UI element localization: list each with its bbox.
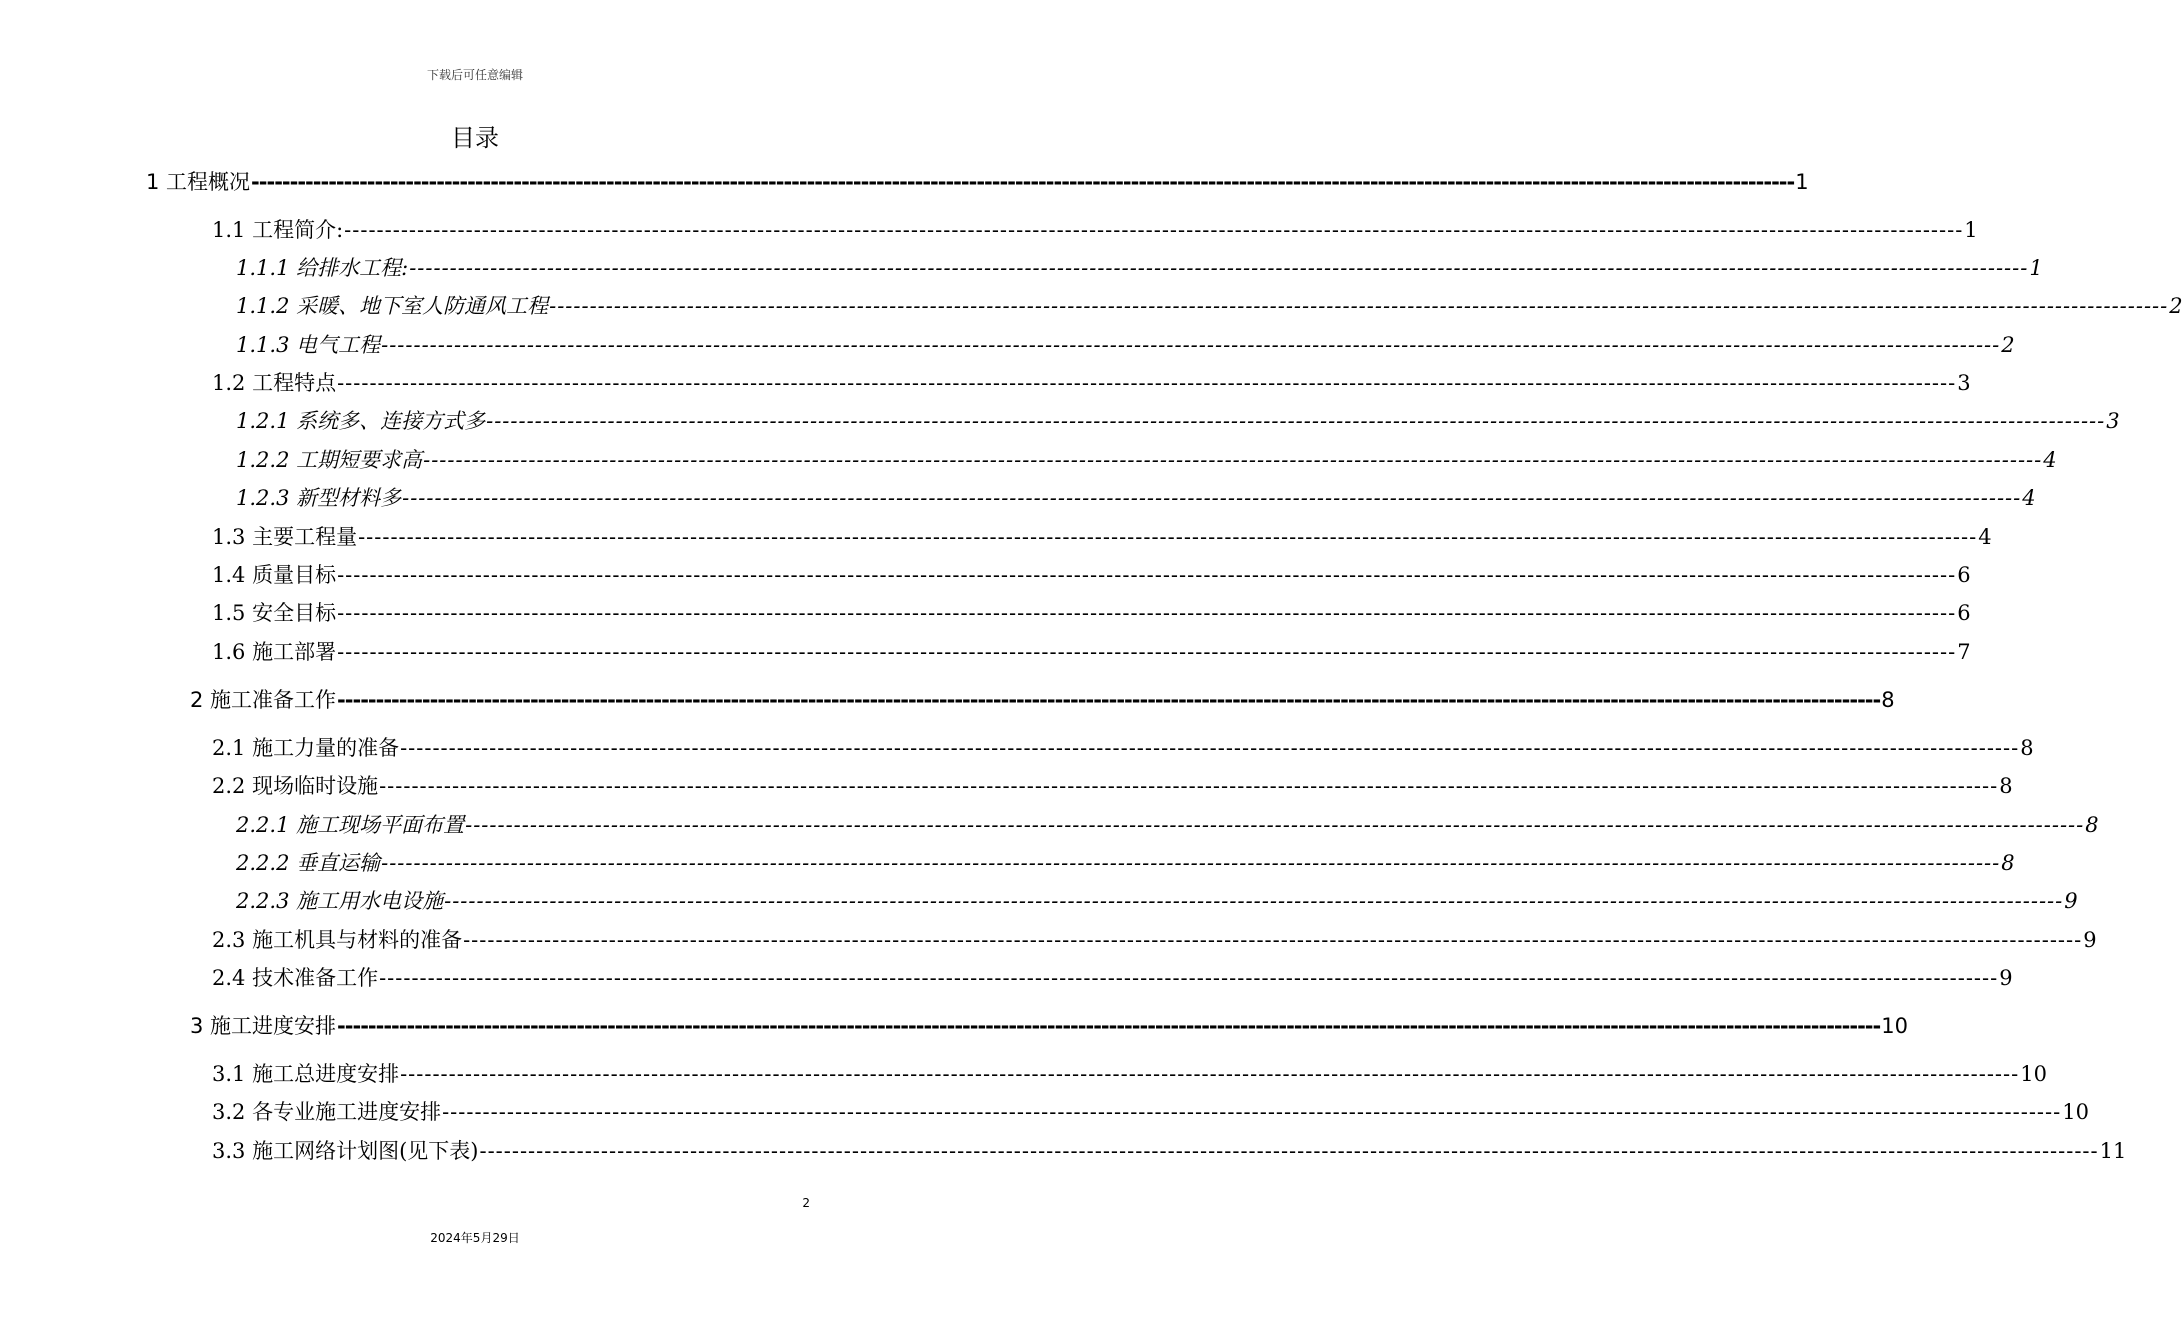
toc-entry[interactable]: [212, 924, 2097, 954]
toc-entry-page: 10: [2062, 1100, 2089, 1124]
toc-leader: --------------------------------------------------------------------------------------------------------------------------------------------------------------------------------------------------------: [381, 851, 2001, 875]
toc-entry-label: 2.1 施工力量的准备: [212, 736, 400, 760]
toc-entry-page: 9: [1999, 966, 2013, 990]
toc-entry[interactable]: [212, 1058, 2047, 1088]
toc-entry[interactable]: [236, 809, 2099, 839]
toc-entry[interactable]: [212, 559, 1971, 589]
page-number: 2: [802, 1196, 810, 1210]
toc-entry[interactable]: [236, 482, 2036, 512]
toc-entry-label: 1.6 施工部署: [212, 640, 337, 664]
toc-entry[interactable]: [236, 444, 2057, 474]
toc-entry[interactable]: [236, 885, 2078, 915]
toc-entry-label: 2.2.2 垂直运输: [236, 851, 381, 875]
toc-leader: --------------------------------------------------------------------------------------------------------------------------------------------------------------------------------------------------------: [423, 448, 2043, 472]
toc-entry-page: 1: [2029, 256, 2043, 280]
toc-entry[interactable]: [212, 1135, 2127, 1165]
toc-entry-label: 1.1 工程简介:: [212, 218, 344, 242]
toc-leader: --------------------------------------------------------------------------------------------------------------------------------------------------------------------------------------------------------: [337, 1014, 1881, 1038]
toc-entry[interactable]: [212, 636, 1971, 666]
toc-entry[interactable]: [236, 290, 2183, 320]
toc-leader: --------------------------------------------------------------------------------------------------------------------------------------------------------------------------------------------------------: [442, 1100, 2062, 1124]
toc-leader: --------------------------------------------------------------------------------------------------------------------------------------------------------------------------------------------------------: [444, 889, 2064, 913]
toc-entry[interactable]: [212, 732, 2034, 762]
toc-entry-label: 3.2 各专业施工进度安排: [212, 1100, 442, 1124]
toc-entry-label: 1.5 安全目标: [212, 601, 337, 625]
toc-entry-label: 1.1.1 给排水工程:: [236, 256, 409, 280]
toc-entry[interactable]: [236, 847, 2015, 877]
toc-entry-page: 8: [1881, 688, 1895, 712]
toc-entry-page: 10: [1881, 1014, 1908, 1038]
toc-entry-page: 4: [2022, 486, 2036, 510]
toc-entry-label: 1.2 工程特点: [212, 371, 337, 395]
toc-entry-label: 1.3 主要工程量: [212, 525, 358, 549]
toc-leader: --------------------------------------------------------------------------------------------------------------------------------------------------------------------------------------------------------: [379, 774, 1999, 798]
toc-entry[interactable]: [212, 597, 1971, 627]
toc-leader: --------------------------------------------------------------------------------------------------------------------------------------------------------------------------------------------------------: [463, 928, 2083, 952]
toc-title: 目录: [451, 124, 499, 152]
toc-entry[interactable]: [146, 166, 1809, 196]
toc-leader: --------------------------------------------------------------------------------------------------------------------------------------------------------------------------------------------------------: [400, 736, 2020, 760]
toc-entry-label: 2.2.3 施工用水电设施: [236, 889, 444, 913]
toc-entry-label: 3.3 施工网络计划图(见下表): [212, 1139, 479, 1163]
toc-entry[interactable]: [212, 770, 2013, 800]
toc-entry-label: 2.3 施工机具与材料的准备: [212, 928, 463, 952]
toc-leader: --------------------------------------------------------------------------------------------------------------------------------------------------------------------------------------------------------: [381, 333, 2001, 357]
toc-entry-page: 6: [1957, 601, 1971, 625]
toc-entry-label: 1.2.3 新型材料多: [236, 486, 402, 510]
toc-leader: --------------------------------------------------------------------------------------------------------------------------------------------------------------------------------------------------------: [337, 371, 1957, 395]
toc-entry-label: 2.2 现场临时设施: [212, 774, 379, 798]
toc-leader: --------------------------------------------------------------------------------------------------------------------------------------------------------------------------------------------------------: [465, 813, 2085, 837]
toc-entry-page: 1: [1964, 218, 1978, 242]
toc-entry[interactable]: [236, 329, 2015, 359]
toc-leader: --------------------------------------------------------------------------------------------------------------------------------------------------------------------------------------------------------: [402, 486, 2022, 510]
toc-entry-page: 8: [2001, 851, 2015, 875]
toc-leader: --------------------------------------------------------------------------------------------------------------------------------------------------------------------------------------------------------: [344, 218, 1964, 242]
toc-entry-page: 4: [1978, 525, 1992, 549]
toc-entry[interactable]: [236, 252, 2043, 282]
toc-entry-page: 9: [2083, 928, 2097, 952]
toc-entry[interactable]: [190, 1010, 1908, 1040]
page-header: 下载后可任意编辑: [426, 68, 523, 82]
toc-entry[interactable]: [190, 684, 1895, 714]
toc-entry-label: 2.2.1 施工现场平面布置: [236, 813, 465, 837]
toc-entry-page: 7: [1957, 640, 1971, 664]
toc-entry-page: 1: [1795, 170, 1809, 194]
toc-leader: --------------------------------------------------------------------------------------------------------------------------------------------------------------------------------------------------------: [549, 294, 2169, 318]
toc-entry-label: 1.1.2 采暖、地下室人防通风工程: [236, 294, 549, 318]
toc-entry-page: 2: [2169, 294, 2183, 318]
toc-entry-page: 8: [2085, 813, 2099, 837]
toc-leader: --------------------------------------------------------------------------------------------------------------------------------------------------------------------------------------------------------: [337, 563, 1957, 587]
toc-entry[interactable]: [212, 521, 1992, 551]
toc-entry-page: 2: [2001, 333, 2015, 357]
toc-entry-page: 3: [2106, 409, 2120, 433]
toc-entry[interactable]: [212, 1096, 2089, 1126]
toc-leader: --------------------------------------------------------------------------------------------------------------------------------------------------------------------------------------------------------: [337, 601, 1957, 625]
toc-entry-label: 1.2.2 工期短要求高: [236, 448, 423, 472]
toc-leader: --------------------------------------------------------------------------------------------------------------------------------------------------------------------------------------------------------: [400, 1062, 2020, 1086]
toc-entry-label: 1.1.3 电气工程: [236, 333, 381, 357]
toc-entry[interactable]: [212, 962, 2013, 992]
toc-entry-page: 3: [1957, 371, 1971, 395]
toc-entry-page: 6: [1957, 563, 1971, 587]
toc-leader: --------------------------------------------------------------------------------------------------------------------------------------------------------------------------------------------------------: [409, 256, 2029, 280]
toc-entry-label: 1.4 质量目标: [212, 563, 337, 587]
toc-entry[interactable]: [212, 367, 1971, 397]
toc-entry-page: 8: [2020, 736, 2034, 760]
toc-leader: --------------------------------------------------------------------------------------------------------------------------------------------------------------------------------------------------------: [337, 688, 1881, 712]
toc-entry-page: 10: [2020, 1062, 2047, 1086]
toc-entry-page: 4: [2043, 448, 2057, 472]
toc-entry[interactable]: [236, 405, 2120, 435]
toc-entry-label: 1.2.1 系统多、连接方式多: [236, 409, 486, 433]
footer-date: 2024年5月29日: [430, 1231, 520, 1245]
toc-leader: --------------------------------------------------------------------------------------------------------------------------------------------------------------------------------------------------------: [379, 966, 1999, 990]
toc-entry-label: 2 施工准备工作: [190, 688, 337, 712]
toc-leader: --------------------------------------------------------------------------------------------------------------------------------------------------------------------------------------------------------: [337, 640, 1957, 664]
toc-entry-page: 8: [1999, 774, 2013, 798]
toc-entry-label: 2.4 技术准备工作: [212, 966, 379, 990]
toc-entry-page: 11: [2099, 1139, 2127, 1163]
toc-leader: --------------------------------------------------------------------------------------------------------------------------------------------------------------------------------------------------------: [251, 170, 1795, 194]
toc-leader: --------------------------------------------------------------------------------------------------------------------------------------------------------------------------------------------------------: [358, 525, 1978, 549]
toc-entry-label: 3.1 施工总进度安排: [212, 1062, 400, 1086]
toc-leader: --------------------------------------------------------------------------------------------------------------------------------------------------------------------------------------------------------: [486, 409, 2106, 433]
toc-entry-label: 3 施工进度安排: [190, 1014, 337, 1038]
toc-entry-page: 9: [2064, 889, 2078, 913]
toc-entry[interactable]: [212, 214, 1978, 244]
toc-entry-label: 1 工程概况: [146, 170, 251, 194]
toc-leader: --------------------------------------------------------------------------------------------------------------------------------------------------------------------------------------------------------: [479, 1139, 2099, 1163]
